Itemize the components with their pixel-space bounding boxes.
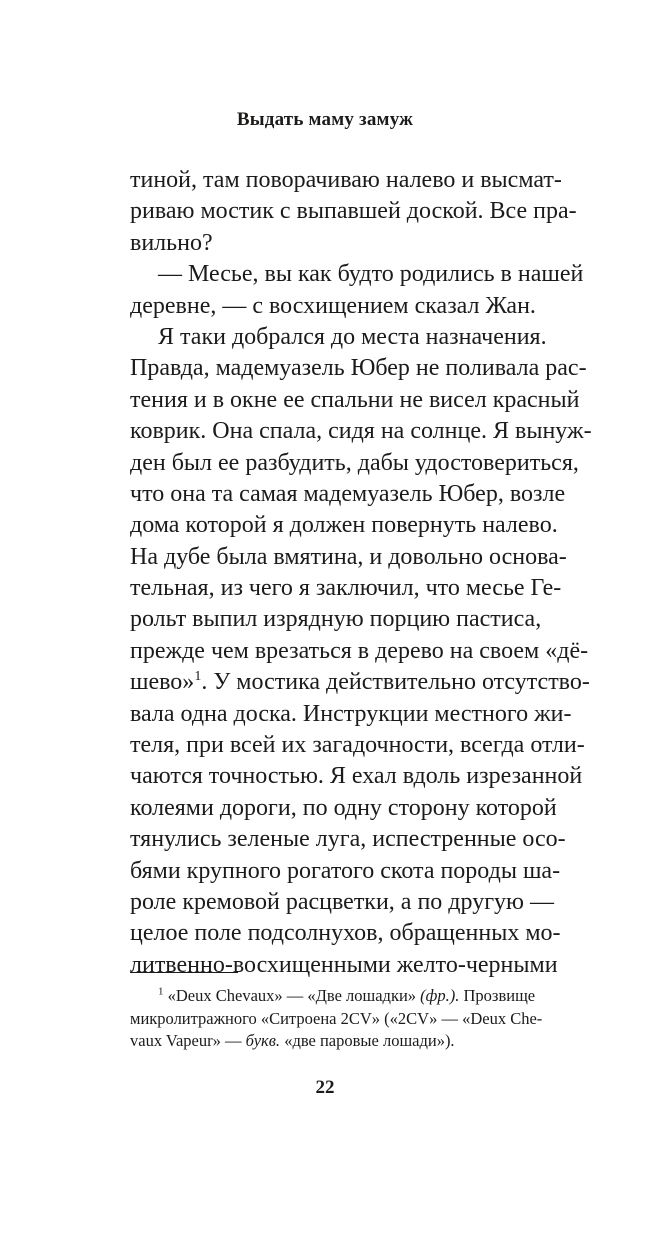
text-line: На дубе была вмятина, и довольно основа- [130,543,567,570]
footnote-divider [130,972,238,973]
running-head: Выдать маму замуж [236,109,414,130]
footnote-segment-italic: букв. [245,1031,281,1050]
text-line: — Месье, вы как будто родились в нашей [158,261,584,288]
footnote-segment-italic: (фр.). [420,986,460,1005]
footnote-line: микролитражного «Ситроена 2CV» («2CV» — «Deux Che- [130,1008,543,1028]
text-line: вильно? [130,229,213,256]
text-line: чаются точностью. Я ехал вдоль изрезанной [130,763,583,790]
text-line-with-footnote [130,667,590,698]
text-line: колеями дороги, по одну сторону которой [130,794,557,821]
footnote-mark: 1 [158,985,164,998]
footnote-segment: «Deux Chevaux» — «Две лошадки» [167,986,417,1005]
text-line: риваю мостик с выпавшей доской. Все пра- [130,198,577,225]
text-line: прежде чем врезаться в дерево на своем «дё- [130,637,589,664]
text-line: роле кремовой расцветки, а по другую — [130,888,554,915]
text-line: Правда, мадемуазель Юбер не поливала рас- [130,355,587,382]
text-line: тельная, из чего я заключил, что месье Ге- [130,575,562,602]
footnote [130,985,543,1053]
text-line: тения и в окне ее спальни не висел красный [130,386,580,413]
footnote-reference[interactable]: 1 [194,669,202,685]
footnote-segment: vaux Vapeur» — [130,1031,242,1050]
text-line: дома которой я должен повернуть налево. [130,512,558,539]
text-line: целое поле подсолнухов, обращенных мо- [130,920,561,947]
text-line: деревне, — с восхищением сказал Жан. [130,292,536,319]
text-line: вала одна доска. Инструкции местного жи- [130,700,572,727]
footnote-segment: Прозвище [463,986,536,1005]
text-line: что она та самая мадемуазель Юбер, возле [130,480,566,507]
footnote-segment: «две паровые лошади»). [284,1031,455,1050]
text-line: теля, при всей их загадочности, всегда отли- [130,732,585,759]
footnote-line [130,1030,530,1053]
text-segment: шево» [130,669,195,696]
body-text [130,165,592,981]
text-line: тиной, там поворачиваю налево и высмат- [130,167,562,193]
text-line: бями крупного рогатого скота породы ша- [130,857,561,884]
text-line: литвенно-восхищенными желто-черными [130,951,558,978]
footnote-line [130,985,536,1008]
text-line: Я таки добрался до места назначения. [158,323,547,350]
text-line: коврик. Она спала, сидя на солнце. Я вынуж- [130,418,592,445]
text-line: тянулись зеленые луга, испестренные осо- [130,826,566,853]
text-line: ден был ее разбудить, дабы удостовериться, [130,449,579,476]
page-number: 22 [315,1077,335,1098]
text-segment: . У мостика действительно отсутство- [201,669,590,696]
text-line: рольт выпил изрядную порцию пастиса, [130,606,542,633]
